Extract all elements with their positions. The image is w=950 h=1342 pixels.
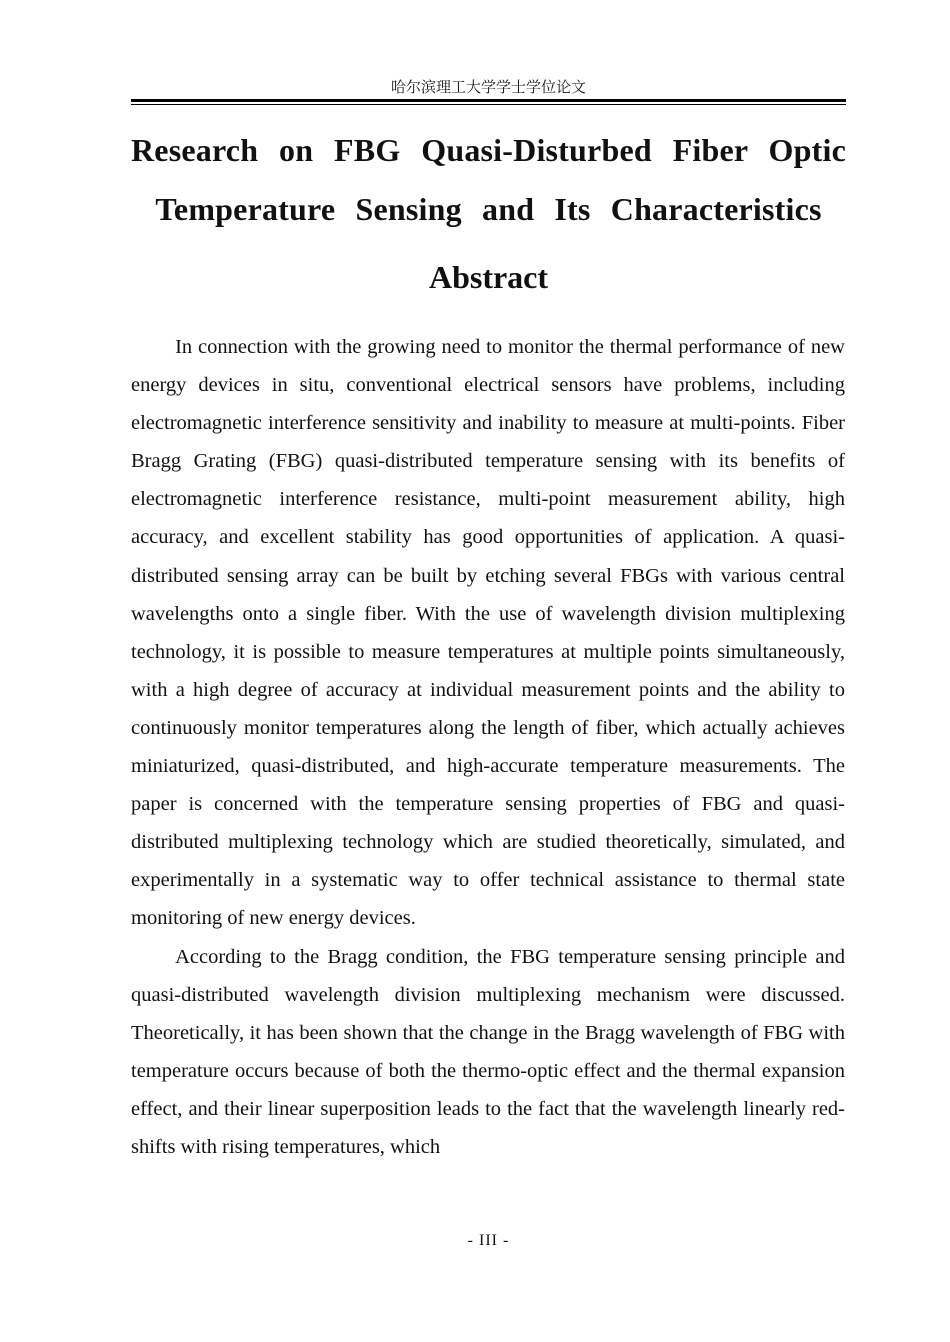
header-rule (131, 99, 846, 105)
paper-title (131, 121, 846, 239)
abstract-paragraph-1: In connection with the growing need to monitor the thermal performance of new energy devices in situ, conventional electrical sensors have problems, including electromagnetic interference sensitivity and inability to measure at multi-points. Fiber Bragg Grating (FBG) quasi-distributed temperature sensing with its benefits of electromagnetic interference resistance, multi-point measurement ability, high accuracy, and excellent stability has good opportunities of application. A quasi-distributed sensing array can be built by etching several FBGs with various central wavelengths onto a single fiber. With the use of wavelength division multiplexing technology, it is possible to measure temperatures at multiple points simultaneously, with a high degree of accuracy at individual measurement points and the ability to continuously monitor temperatures along the length of fiber, which actually achieves miniaturized, quasi-distributed, and high-accurate temperature measurements. The paper is concerned with the temperature sensing properties of FBG and quasi-distributed multiplexing technology which are studied theoretically, simulated, and experimentally in a systematic way to offer technical assistance to thermal state monitoring of new energy devices. (131, 336, 845, 930)
running-header: 哈尔滨理工大学学士学位论文 (390, 78, 586, 96)
abstract-body (131, 328, 845, 1166)
paper-title-line-2: Temperature Sensing and Its Characteristics (155, 191, 822, 227)
abstract-heading: Abstract (428, 259, 549, 295)
page-number: - III - (467, 1232, 510, 1249)
abstract-paragraph-2: According to the Bragg condition, the FBG temperature sensing principle and quasi-distributed wavelength division multiplexing mechanism were discussed. Theoretically, it has been shown that the change in the Bragg wavelength of FBG with temperature occurs because of both the thermo-optic effect and the thermal expansion effect, and their linear superposition leads to the fact that the wavelength linearly red-shifts with rising temperatures, which (131, 945, 845, 1158)
paper-title-line-1: Research on FBG Quasi-Disturbed Fiber Optic (131, 132, 846, 168)
